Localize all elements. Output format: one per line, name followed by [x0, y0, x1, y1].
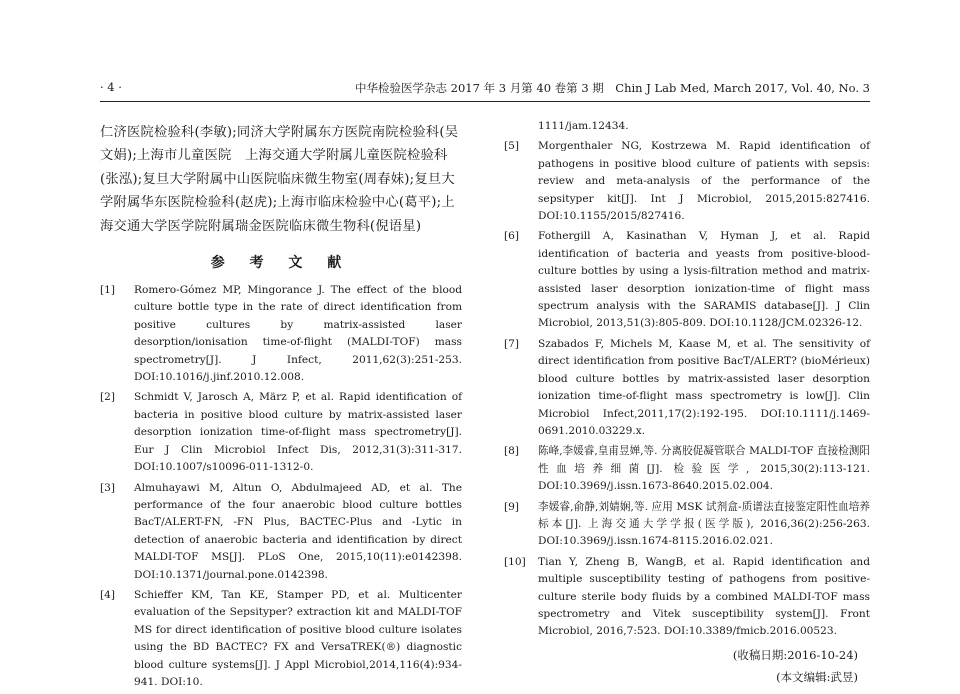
journal-citation: 中华检验医学杂志 2017 年 3 月第 40 卷第 3 期 Chin J Lab Med, March 2017, Vol. 40, No. 3: [355, 81, 870, 95]
reference-text: Tian Y, Zheng B, WangB, et al. Rapid identification and multiple susceptibility testing of pathogens from positive-culture sterile body fluids by a combined MALDI-TOF mass spectrometry and Vitek susceptibility system[J]. Front Microbiol, 2016,7:523. DOI:10.3389/fmicb.2016.00523.: [538, 555, 870, 638]
reference-text: Schmidt V, Jarosch A, März P, et al. Rapid identification of bacteria in positive blood culture by matrix-assisted laser desorption ionization time-of-flight mass spectrometry[J]. Eur J Clin Microbiol Infect Dis, 2012,31(3):311-317. DOI:10.1007/s10096-011-1312-0.: [134, 391, 462, 474]
reference-item: [504, 138, 870, 225]
reference-text: Morgenthaler NG, Kostrzewa M. Rapid identification of pathogens in positive blood culture of patients with sepsis: review and meta-analysis of the performance of the sepsityper kit[J]. Int J Microbiol, 2015,2015:827416. DOI:10.1155/2015/827416.: [538, 140, 870, 223]
reference-number: [8]: [504, 445, 520, 458]
page-header: [100, 78, 870, 98]
reference-number: [9]: [504, 500, 520, 513]
reference-item: [100, 282, 462, 386]
reference-number: [1]: [100, 284, 116, 297]
reference-number: [2]: [100, 391, 116, 404]
reference-item: [504, 499, 870, 551]
reference-text: Fothergill A, Kasinathan V, Hyman J, et al. Rapid identification of bacteria and yeasts from positive-blood-culture bottles by using a lysis-filtration method and matrix-assisted laser desorption ionization-time of flight mass spectrum analysis with the SARAMIS database[J]. J Clin Microbiol, 2013,51(3):805-809. DOI:10.1128/JCM.02326-12.: [538, 230, 870, 330]
reference-number: [5]: [504, 140, 520, 153]
reference-number: [4]: [100, 588, 116, 601]
reference-number: [6]: [504, 230, 520, 243]
received-date: (收稿日期:2016-10-24): [732, 647, 858, 662]
reference-item: [504, 554, 870, 641]
reference-text: Szabados F, Michels M, Kaase M, et al. The sensitivity of direct identification from positive BacT/ALERT? (bioMérieux) blood culture bottles by matrix-assisted laser desorption ionization time-of-flight mass spectrometry is low[J]. Clin Microbiol Infect,2011,17(2):192-195. DOI:10.1111/j.1469-0691.2010.03229.x.: [538, 337, 870, 437]
reference-text: 陈峰,李媛睿,皇甫昱婵,等. 分离胶促凝管联合 MALDI-TOF 直接检测阳性血培养细菌[J]. 检验医学, 2015,30(2):113-121. DOI:10.3969/j.issn.1673-8640.2015.02.004.: [538, 445, 870, 493]
references-heading: 参 考 文 献: [210, 255, 352, 272]
reference-text: 李媛睿,俞静,刘婧娴,等. 应用 MSK 试剂盒-质谱法直接鉴定阳性血培养标本[J]. 上海交通大学学报(医学版), 2016,36(2):256-263. DOI:10.3969/j.issn.1674-8115.2016.02.021.: [538, 500, 870, 548]
reference-number: [3]: [100, 481, 116, 494]
author-affiliations: 仁济医院检验科(李敏);同济大学附属东方医院南院检验科(吴文娟);上海市儿童医院 上海交通大学附属儿童医院检验科(张泓);复旦大学附属中山医院临床微生物室(周春妹);复旦大学附属华东医院检验科(赵虎);上海市临床检验中心(葛平);上海交通大学医学院附属瑞金医院临床微生物科(倪语星): [100, 125, 459, 234]
header-rule: [100, 101, 870, 102]
reference-number: [7]: [504, 337, 520, 350]
reference-item: [100, 587, 462, 691]
left-column: [100, 118, 462, 694]
reference-item: [100, 389, 462, 476]
reference-continuation: 1111/jam.12434.: [538, 120, 629, 132]
right-column: [504, 118, 870, 688]
reference-item: [504, 443, 870, 495]
reference-item: [504, 336, 870, 440]
page-number: · 4 ·: [100, 80, 122, 94]
reference-text: Romero-Gómez MP, Mingorance J. The effect of the blood culture bottle type in the rate of direct identification from positive cultures by matrix-assisted laser desorption/ionisation time-of-flight (MALDI-TOF) mass spectrometry[J]. J Infect, 2011,62(3):251-253. DOI:10.1016/j.jinf.2010.12.008.: [134, 284, 462, 384]
reference-number: [10]: [504, 555, 526, 568]
reference-item: [100, 480, 462, 584]
editor-credit: (本文编辑:武昱): [776, 669, 858, 684]
reference-text: Almuhayawi M, Altun O, Abdulmajeed AD, et al. The performance of the four anaerobic blood culture bottles BacT/ALERT-FN, -FN Plus, BACTEC-Plus and -Lytic in detection of anaerobic bacteria and identification by direct MALDI-TOF MS[J]. PLoS One, 2015,10(11):e0142398. DOI:10.1371/journal.pone.0142398.: [134, 481, 462, 581]
reference-text: Schieffer KM, Tan KE, Stamper PD, et al. Multicenter evaluation of the Sepsityper? extraction kit and MALDI-TOF MS for direct identification of positive blood culture isolates using the BD BACTEC? FX and VersaTREK(®) diagnostic blood culture systems[J]. J Appl Microbiol,2014,116(4):934-941. DOI:10.: [134, 588, 462, 688]
reference-item: [504, 228, 870, 332]
